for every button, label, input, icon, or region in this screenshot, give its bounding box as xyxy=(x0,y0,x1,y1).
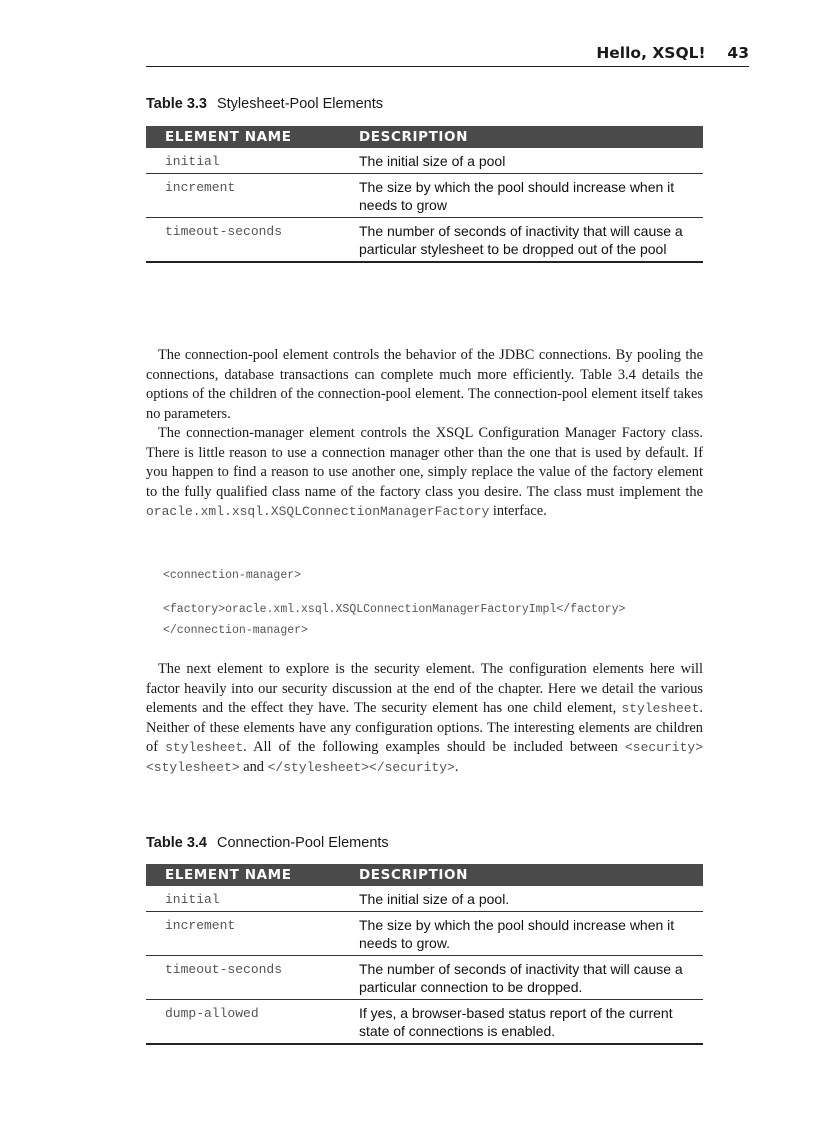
paragraph-connection-pool: The connection-pool element controls the behavior of the JDBC connections. By pooling the connections, database transactions can complete much more efficiently. Table 3.4 details the options of the children of the connection-pool element. The connection-pool element itself takes no parameters. xyxy=(146,347,703,422)
paragraph-text: . Neither of these elements have any configuration options. The interesting elements are children of xyxy=(146,700,703,755)
table-row xyxy=(146,886,703,912)
header-element-name: ELEMENT NAME xyxy=(165,129,292,145)
paragraph-connection-manager xyxy=(146,424,703,522)
table-row xyxy=(146,956,703,1000)
code-line: <factory>oracle.xml.xsql.XSQLConnectionManagerFactoryImpl</factory> xyxy=(163,603,626,616)
page-number: 43 xyxy=(727,44,749,62)
table-row xyxy=(146,148,703,174)
description-cell: The initial size of a pool xyxy=(359,153,506,169)
element-name-cell: increment xyxy=(165,918,236,933)
table-header xyxy=(146,126,703,148)
description-cell: The number of seconds of inactivity that will cause a particular connection to be dropped. xyxy=(359,961,683,995)
header-description: DESCRIPTION xyxy=(359,129,468,145)
running-head xyxy=(146,42,749,67)
element-name-cell: timeout-seconds xyxy=(165,962,283,977)
table-3-3-caption xyxy=(146,96,383,112)
code-line: </connection-manager> xyxy=(163,624,308,637)
paragraph-text: The next element to explore is the security element. The configuration elements here will factor heavily into our security discussion at the end of the chapter. Here we detail the various elements and the effect they have. The security element has one child element, xyxy=(146,661,703,716)
running-head-title: Hello, XSQL! xyxy=(596,44,706,62)
paragraph-security xyxy=(146,660,703,777)
code-line: <connection-manager> xyxy=(163,569,302,582)
description-cell: The size by which the pool should increase when it needs to grow xyxy=(359,179,675,213)
table-3-4-caption xyxy=(146,835,389,851)
element-name-cell: initial xyxy=(165,892,220,907)
paragraph-text: . xyxy=(454,758,459,775)
element-name-cell: initial xyxy=(165,154,220,169)
table-3-3-caption-number: Table 3.3 xyxy=(146,96,207,112)
paragraph-text: The connection-manager element controls the XSQL Configuration Manager Factory class. There is little reason to use a connection manager other than the one that is used by default. If you happen to find a reason to use another one, simply replace the value of the factory element to the fully qualified class name of the factory class you desire. The class must implement the xyxy=(146,425,703,500)
description-cell: The size by which the pool should increase when it needs to grow. xyxy=(359,917,675,951)
paragraph-text: interface. xyxy=(489,503,547,519)
table-3-3-caption-title: Stylesheet-Pool Elements xyxy=(216,96,384,112)
table-header xyxy=(146,864,703,886)
element-name-cell: dump-allowed xyxy=(165,1006,259,1021)
inline-code: stylesheet xyxy=(621,701,700,716)
table-3-4-caption-title: Connection-Pool Elements xyxy=(216,835,389,851)
paragraph-text: . All of the following examples should be included between xyxy=(243,739,625,755)
description-cell: The number of seconds of inactivity that will cause a particular stylesheet to be dropped out of the pool xyxy=(359,223,683,257)
table-row xyxy=(146,1000,703,1043)
description-cell: The initial size of a pool. xyxy=(359,891,510,907)
inline-code: </stylesheet></security> xyxy=(267,759,455,775)
table-row xyxy=(146,218,703,261)
inline-code: <security><stylesheet> xyxy=(146,740,703,775)
table-3-4-caption-number: Table 3.4 xyxy=(146,835,207,851)
table-3-4 xyxy=(146,864,703,1045)
element-name-cell: increment xyxy=(165,180,236,195)
element-name-cell: timeout-seconds xyxy=(165,224,283,239)
inline-code: oracle.xml.xsql.XSQLConnectionManagerFactory xyxy=(146,504,490,519)
inline-code: stylesheet xyxy=(165,740,244,755)
table-row xyxy=(146,912,703,956)
table-3-3 xyxy=(146,126,703,263)
header-description: DESCRIPTION xyxy=(359,867,468,883)
table-row xyxy=(146,174,703,218)
paragraph-text: and xyxy=(239,758,268,775)
description-cell: If yes, a browser-based status report of the current state of connections is enabled. xyxy=(359,1005,673,1039)
header-element-name: ELEMENT NAME xyxy=(165,867,292,883)
